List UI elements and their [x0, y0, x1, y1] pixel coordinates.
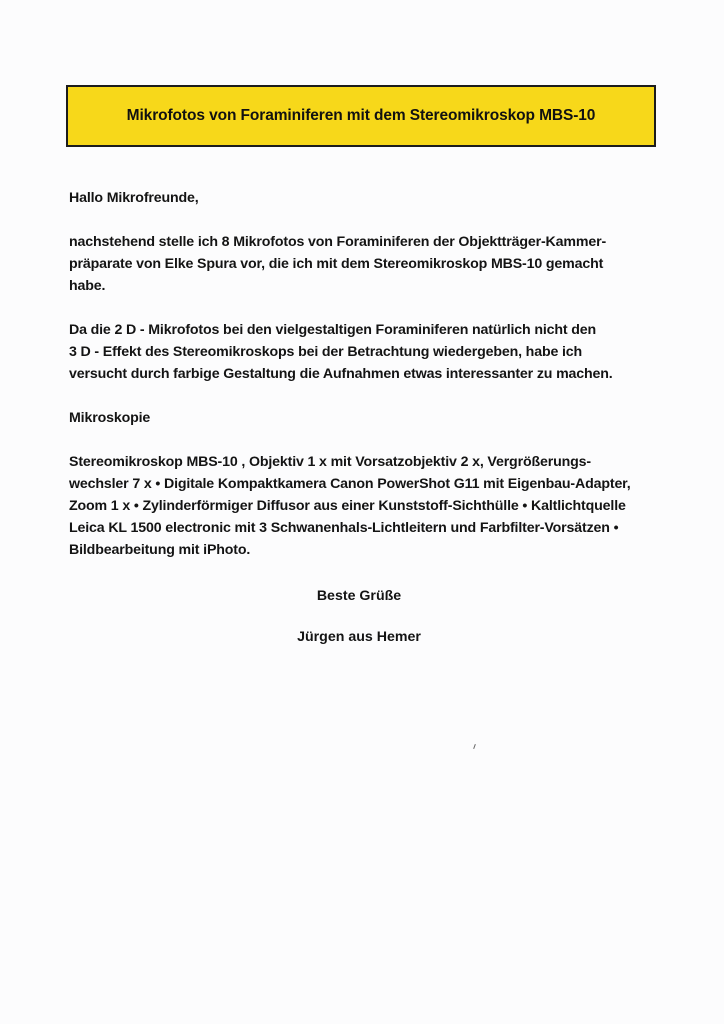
paragraph-line: Zoom 1 x • Zylinderförmiger Diffusor aus einer Kunststoff-Sichthülle • Kaltlichtquelle	[69, 498, 626, 514]
closing-salutation: Beste Grüße	[316, 588, 402, 604]
paragraph-line: Leica KL 1500 electronic mit 3 Schwanenhals-Lichtleitern und Farbfilter-Vorsätzen •	[69, 520, 619, 536]
paragraph-line: wechsler 7 x • Digitale Kompaktkamera Canon PowerShot G11 mit Eigenbau-Adapter,	[69, 476, 631, 492]
paragraph-line: Bildbearbeitung mit iPhoto.	[69, 542, 251, 558]
paragraph-line: habe.	[69, 278, 106, 294]
microscopy-paragraph	[69, 451, 659, 561]
paragraph-line: Stereomikroskop MBS-10 , Objektiv 1 x mit Vorsatzobjektiv 2 x, Vergrößerungs-	[69, 454, 591, 470]
section-heading-mikroskopie: Mikroskopie	[69, 410, 151, 426]
scan-speck	[473, 744, 476, 749]
paragraph-line: 3 D - Effekt des Stereomikroskops bei der Betrachtung wiedergeben, habe ich	[69, 344, 583, 360]
intro-paragraph	[69, 231, 659, 297]
document-title: Mikrofotos von Foraminiferen mit dem Stereomikroskop MBS-10	[126, 107, 596, 124]
paragraph-line: präparate von Elke Spura vor, die ich mit dem Stereomikroskop MBS-10 gemacht	[69, 256, 604, 272]
letter-body	[69, 187, 659, 583]
paragraph-line: Da die 2 D - Mikrofotos bei den vielgestaltigen Foraminiferen natürlich nicht den	[69, 322, 597, 338]
effect-paragraph	[69, 319, 659, 385]
signature: Jürgen aus Hemer	[297, 629, 421, 645]
title-banner	[66, 85, 656, 147]
greeting: Hallo Mikrofreunde,	[69, 190, 199, 206]
paragraph-line: versucht durch farbige Gestaltung die Aufnahmen etwas interessanter zu machen.	[69, 366, 613, 382]
paragraph-line: nachstehend stelle ich 8 Mikrofotos von Foraminiferen der Objektträger-Kammer-	[69, 234, 607, 250]
